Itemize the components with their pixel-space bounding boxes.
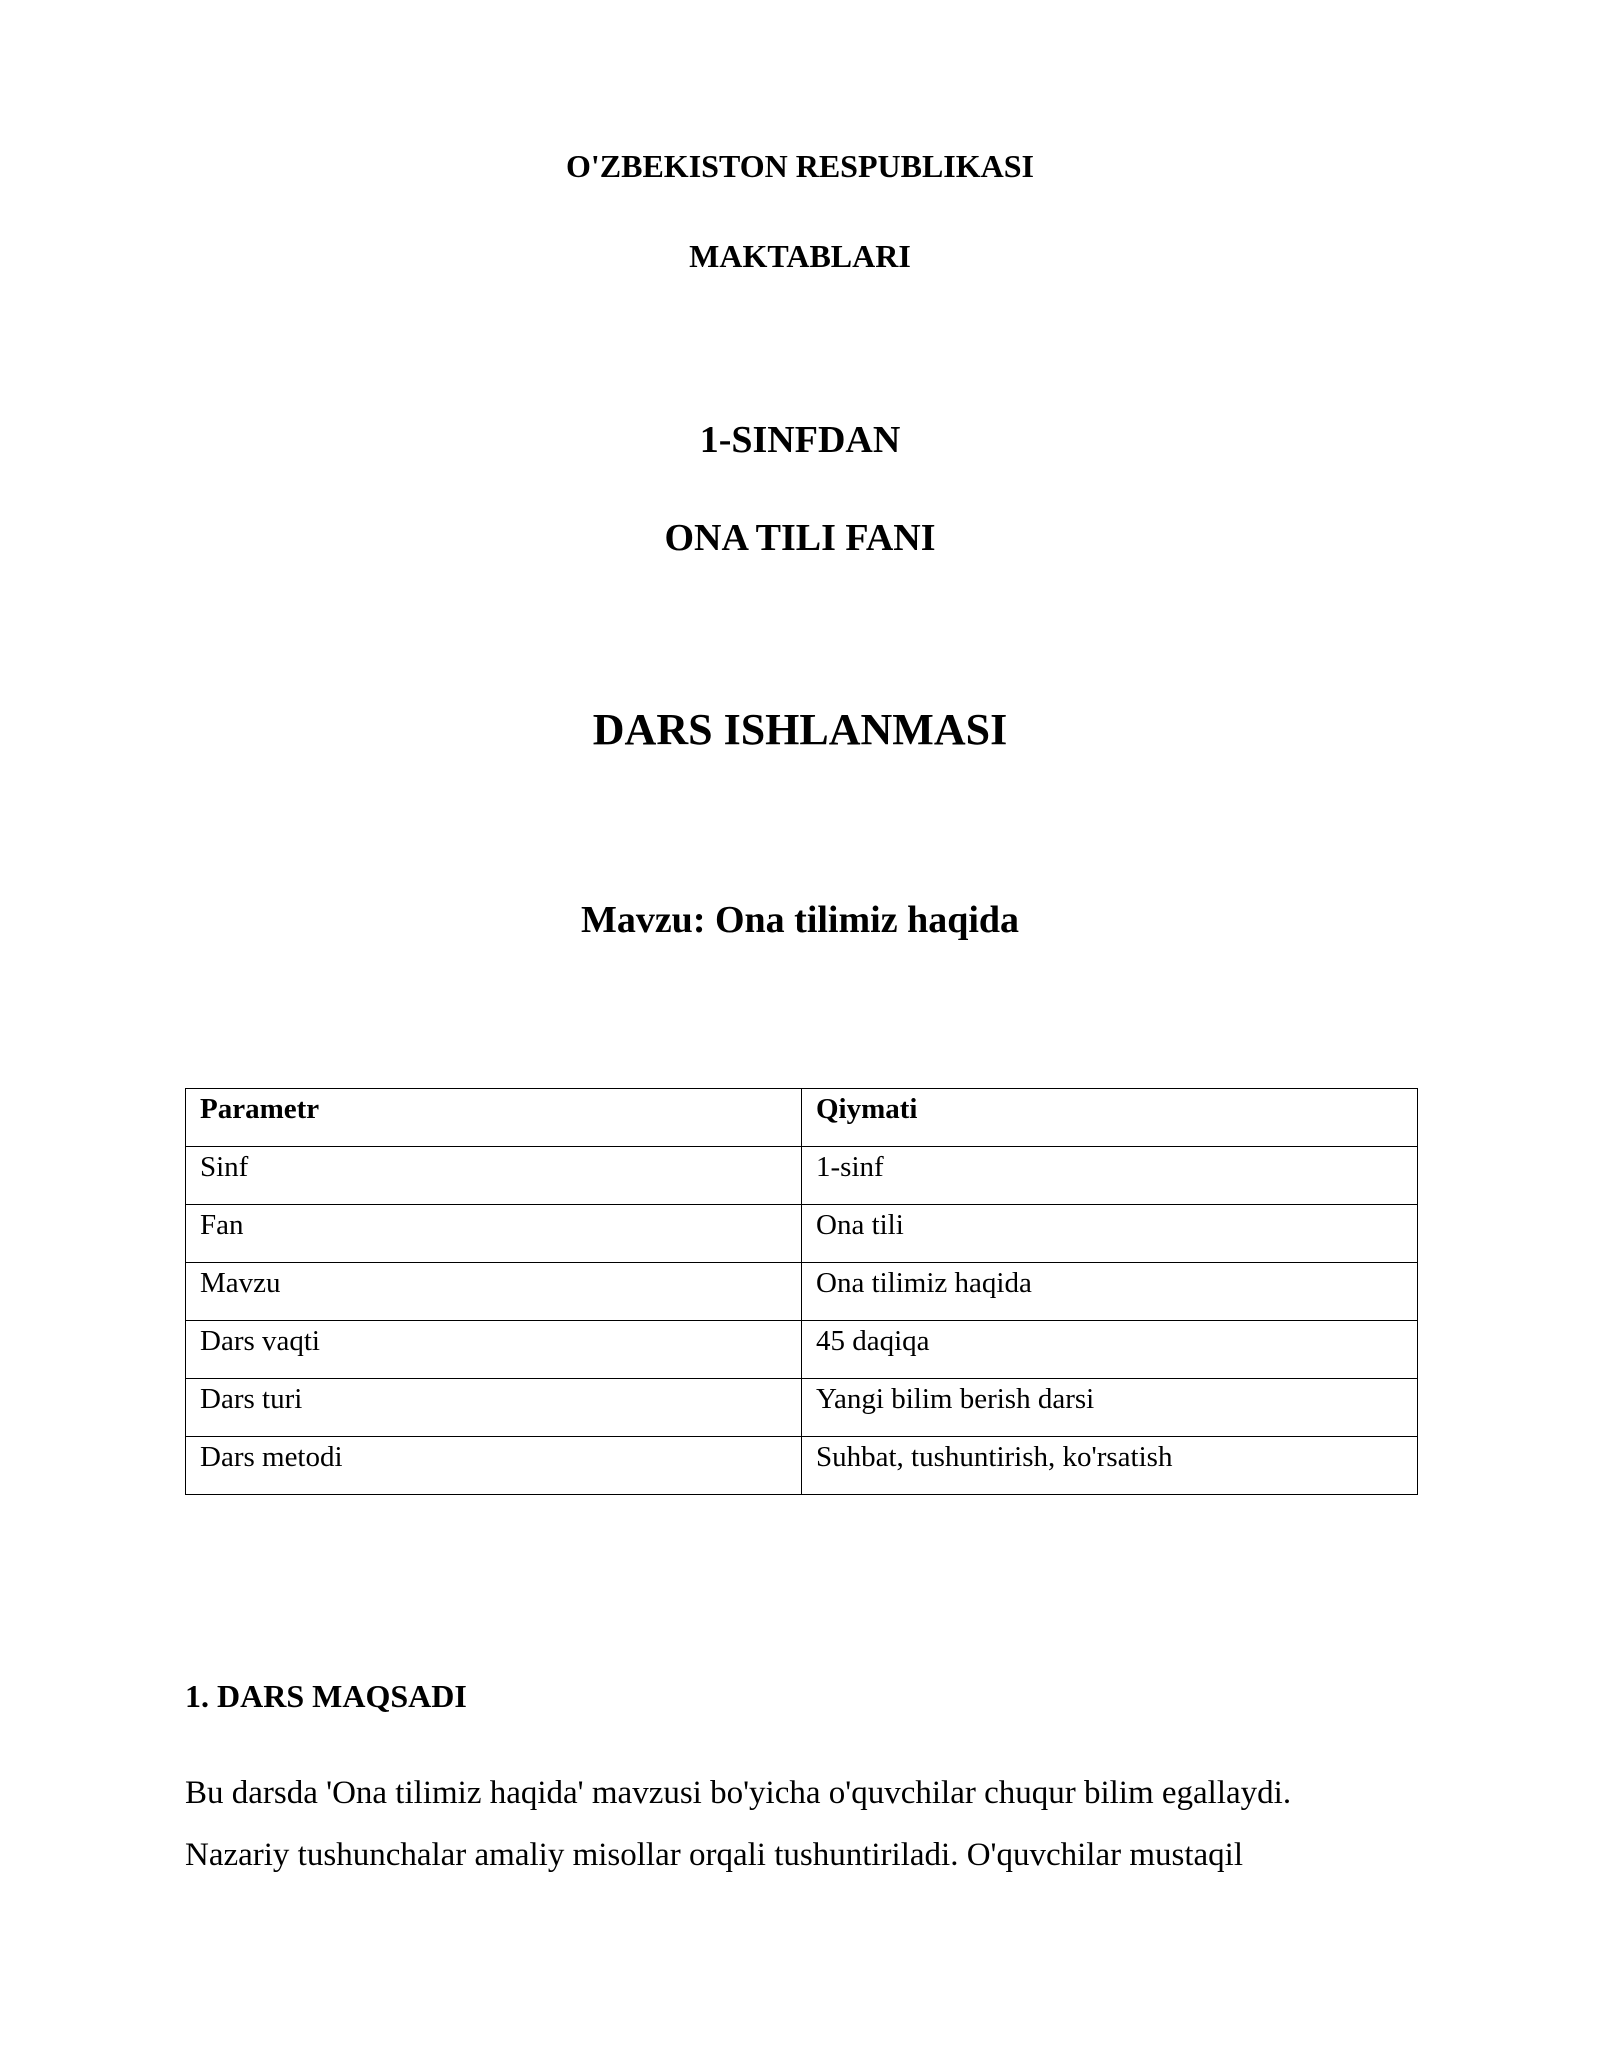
table-header-parameter: Parametr [186, 1089, 802, 1147]
header-schools: MAKTABLARI [689, 238, 911, 274]
table-header-value: Qiymati [802, 1089, 1418, 1147]
table-row [186, 1437, 1418, 1495]
header-grade: 1-SINFDAN [699, 419, 901, 461]
lesson-parameters-table [185, 1088, 1418, 1495]
table-cell-value: 45 daqiqa [802, 1321, 1418, 1379]
table-cell-parameter: Fan [186, 1205, 802, 1263]
table-row [186, 1205, 1418, 1263]
lesson-topic: Mavzu: Ona tilimiz haqida [580, 899, 1020, 941]
table-cell-parameter: Dars vaqti [186, 1321, 802, 1379]
table-row [186, 1263, 1418, 1321]
table-cell-parameter: Mavzu [186, 1263, 802, 1321]
table-cell-parameter: Dars metodi [186, 1437, 802, 1495]
document-title: DARS ISHLANMASI [592, 705, 1008, 754]
paragraph-line: Nazariy tushunchalar amaliy misollar orqali tushuntiriladi. O'quvchilar mustaqil [185, 1837, 1244, 1873]
header-country: O'ZBEKISTON RESPUBLIKASI [565, 148, 1034, 184]
table-cell-value: Ona tilimiz haqida [802, 1263, 1418, 1321]
table-row [186, 1321, 1418, 1379]
table-cell-parameter: Dars turi [186, 1379, 802, 1437]
section-heading-lesson-goal: 1. DARS MAQSADI [185, 1678, 467, 1714]
table-cell-value: Ona tili [802, 1205, 1418, 1263]
paragraph-line: Bu darsda 'Ona tilimiz haqida' mavzusi bo'yicha o'quvchilar chuqur bilim egallaydi. [185, 1775, 1292, 1811]
table-header-row [186, 1089, 1418, 1147]
lesson-goal-paragraph [185, 1762, 1435, 1886]
table-row [186, 1147, 1418, 1205]
table-row [186, 1379, 1418, 1437]
header-subject: ONA TILI FANI [664, 517, 936, 559]
table-cell-value: Suhbat, tushuntirish, ko'rsatish [802, 1437, 1418, 1495]
table-cell-parameter: Sinf [186, 1147, 802, 1205]
table-cell-value: Yangi bilim berish darsi [802, 1379, 1418, 1437]
table-cell-value: 1-sinf [802, 1147, 1418, 1205]
